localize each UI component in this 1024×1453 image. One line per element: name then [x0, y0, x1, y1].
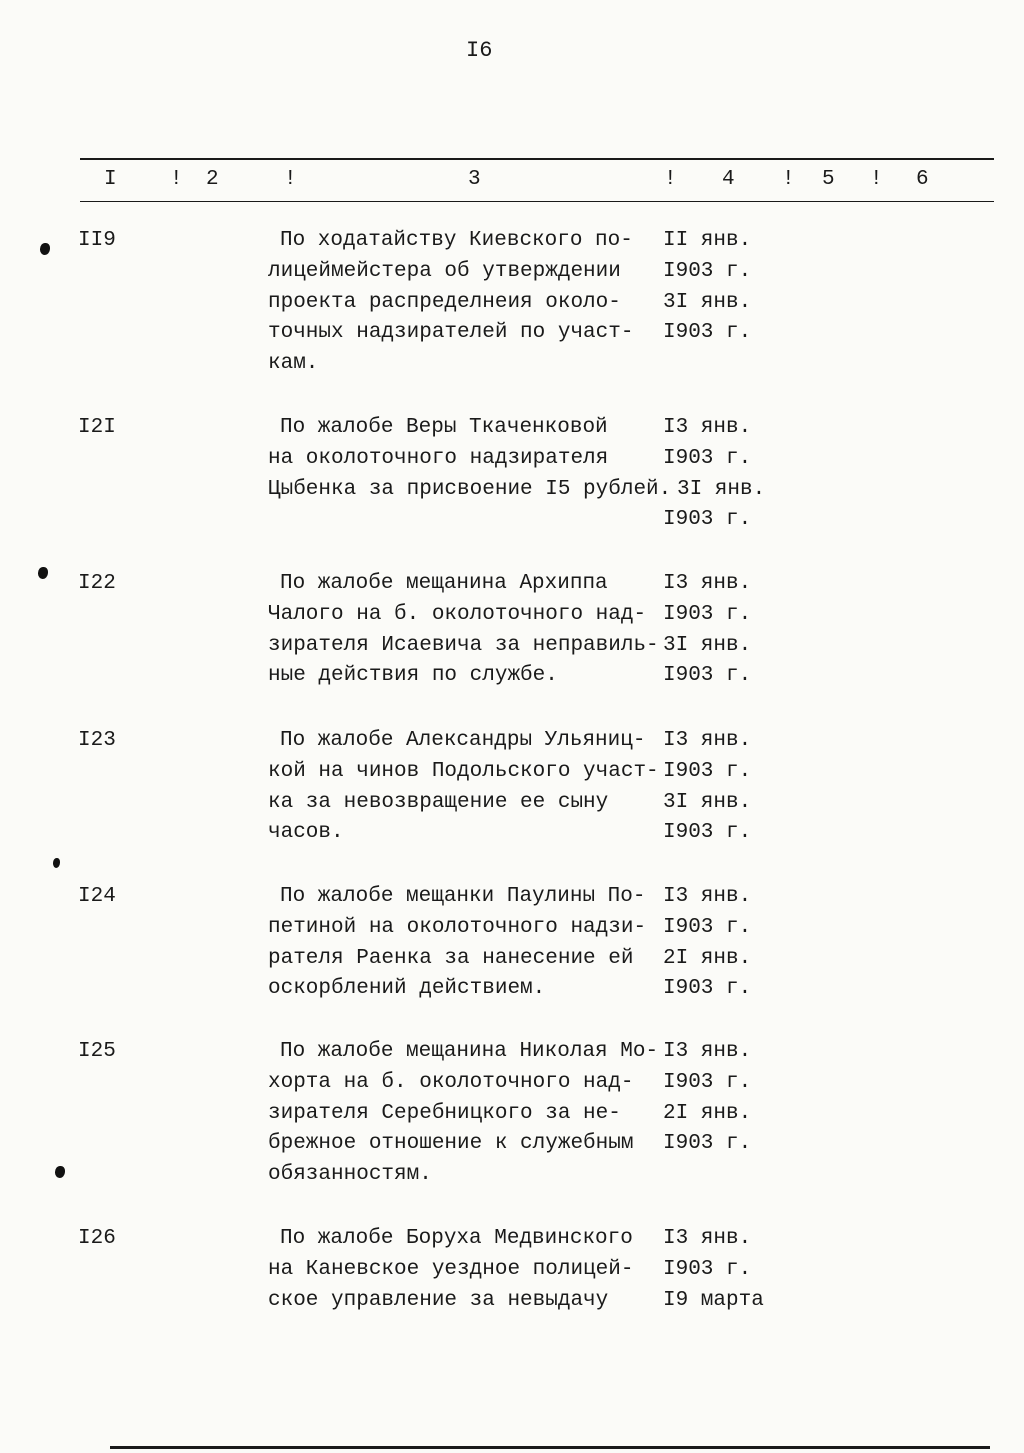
column-header-5: 5 — [822, 168, 835, 191]
column-header-1: I — [104, 168, 117, 191]
entry-dates: I3 янв. I903 г. 2I янв. I903 г. — [663, 1040, 752, 1156]
entry-dates: I3 янв. I903 г. 3I янв. I903 г. — [663, 572, 752, 688]
hole-punch-mark — [53, 858, 60, 868]
column-header-4: 4 — [722, 168, 735, 191]
entry-number: I26 — [78, 1227, 116, 1250]
page-number: I6 — [466, 38, 493, 63]
table-header-rule — [80, 201, 994, 202]
entry-number: I2I — [78, 416, 116, 439]
entry-description: По жалобе Боруха Медвинского на Каневское уездное полицей- ское управление за невыдачу — [268, 1227, 634, 1312]
entry-dates: I3 янв. I903 г. 2I янв. I903 г. — [663, 885, 752, 1001]
entry-number: I23 — [78, 729, 116, 752]
entry-description: По жалобе мещанина Николая Мо- хорта на б. околоточного над- зирателя Серебницкого за не- брежное отношение к служебным обязанностям. — [268, 1040, 659, 1187]
column-header-2: 2 — [206, 168, 219, 191]
entry-dates: I3 янв. I903 г. I9 марта — [663, 1227, 764, 1312]
entry-number: I22 — [78, 572, 116, 595]
hole-punch-mark — [38, 567, 48, 579]
column-header-6: 6 — [916, 168, 929, 191]
column-separator: ! — [782, 168, 795, 191]
entry-number: I24 — [78, 885, 116, 908]
entry-description: По жалобе мещанина Архиппа Чалого на б. околоточного над- зирателя Исаевича за неправиль- ные действия по службе. — [268, 572, 659, 688]
column-separator: ! — [870, 168, 883, 191]
entry-description: По жалобе Александры Ульяниц- кой на чинов Подольского участ- ка за невозвращение ее сыну часов. — [268, 729, 659, 845]
entry-dates: II янв. I903 г. 3I янв. I903 г. — [663, 229, 752, 345]
entry-description: По жалобе Веры Ткаченковой на околоточного надзирателя Цыбенка за присвоение I5 рублей. — [268, 416, 672, 501]
table-top-rule — [80, 158, 994, 160]
column-separator: ! — [170, 168, 183, 191]
entry-number: II9 — [78, 229, 116, 252]
entry-description: По жалобе мещанки Паулины По- петиной на околоточного надзи- рателя Раенка за нанесение ей оскорблений действием. — [268, 885, 647, 1001]
entry-description: По ходатайству Киевского по- лицеймейстера об утверждении проекта распределнеия околo- точных надзирателей по участ- кам. — [268, 229, 634, 376]
column-header-3: 3 — [468, 168, 481, 191]
entry-number: I25 — [78, 1040, 116, 1063]
column-separator: ! — [664, 168, 677, 191]
hole-punch-mark — [55, 1166, 65, 1178]
entry-dates: I3 янв. I903 г. 3I янв. I903 г. — [663, 416, 766, 532]
entry-dates: I3 янв. I903 г. 3I янв. I903 г. — [663, 729, 752, 845]
hole-punch-mark — [40, 243, 50, 255]
page-bottom-edge — [110, 1446, 990, 1449]
column-separator: ! — [284, 168, 297, 191]
